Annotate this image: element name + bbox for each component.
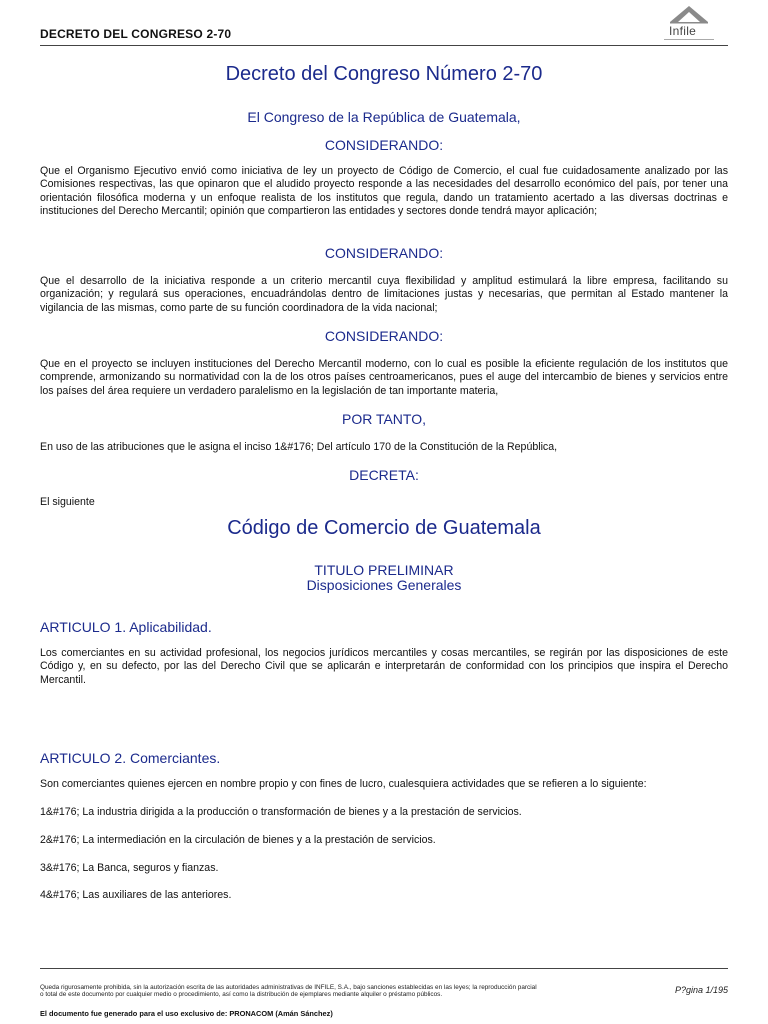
article-2-heading: ARTICULO 2. Comerciantes. [40, 750, 221, 766]
header-title: DECRETO DEL CONGRESO 2-70 [40, 27, 232, 41]
titulo-preliminar-heading: TITULO PRELIMINAR [314, 562, 454, 578]
considerando-heading-3: CONSIDERANDO: [324, 328, 444, 344]
article-1-heading: ARTICULO 1. Aplicabilidad. [40, 619, 212, 635]
page-footer [40, 968, 728, 1018]
considerando-paragraph-1: Que el Organismo Ejecutivo envió como iniciativa de ley un proyecto de Código de Comercio, el cual fue cuidadosamente analizado por las Comisiones respectivas, las que opinaron que el aludido proyecto responde a las necesidades del desarrollo económico del país, por tener una orientación filosófica moderna y un enfoque realista de los institutos que regula, dando un tratamiento acertado a las diversas doctrinas e instituciones del Derecho Mercantil; opinión que compartieron las entidades y sectores donde tendrá mayor aplicación; [40, 165, 728, 218]
decreta-heading: DECRETA: [349, 467, 419, 483]
considerando-heading-1: CONSIDERANDO: [324, 137, 444, 153]
codigo-title: Código de Comercio de Guatemala [227, 517, 541, 539]
copyright-notice: Queda rigurosamente prohibida, sin la autorización escrita de las autoridades administrativas de INFILE, S.A., bajo sanciones establecidas en las leyes; la reproducción parcial o total de este documento por cualquier medio o procedimiento, así como la distribución de ejemplares mediante alquiler o préstamo públicos. [40, 984, 537, 998]
considerando-paragraph-2: Que el desarrollo de la iniciativa responde a un criterio mercantil cuya flexibilidad y amplitud estimulará la libre empresa, facilitando su organización; y regulará sus operaciones, encuadrándolas dentro de limitaciones justas y necesarias, que permitan al Estado mantener la vigilancia de las mismas, como parte de su función coordinadora de la vida nacional; [40, 275, 728, 314]
article-2-item-3: 3&#176; La Banca, seguros y fianzas. [40, 862, 219, 874]
article-2-item-1: 1&#176; La industria dirigida a la producción o transformación de bienes y a la prestación de servicios. [40, 806, 522, 818]
page-number: P?gina 1/195 [674, 985, 728, 995]
considerando-paragraph-3: Que en el proyecto se incluyen instituciones del Derecho Mercantil moderno, con lo cual es posible la eficiente regulación de los institutos que comprende, armonizando su normatividad con la de los otros países centroamericanos, pues el auge del intercambio de bienes y servicios entre los países del área requiere un verdadero paralelismo en la legislación de tan importante materia, [40, 358, 728, 397]
logo-mountain-icon [664, 2, 714, 26]
el-siguiente-text: El siguiente [40, 496, 95, 508]
logo-underline [664, 39, 714, 40]
generated-for-notice: El documento fue generado para el uso exclusivo de: PRONACOM (Amán Sánchez) [40, 1009, 333, 1018]
page-header [40, 0, 728, 46]
document-title: Decreto del Congreso Número 2-70 [225, 63, 543, 85]
document-subtitle: El Congreso de la República de Guatemala, [247, 109, 521, 125]
logo-text: Infile [669, 24, 697, 38]
article-2-text: Son comerciantes quienes ejercen en nombre propio y con fines de lucro, cualesquiera actividades que se refieren a lo siguiente: [40, 778, 647, 790]
infile-logo [664, 2, 714, 43]
article-2-item-4: 4&#176; Las auxiliares de las anteriores. [40, 889, 232, 901]
article-2-item-2: 2&#176; La intermediación en la circulación de bienes y a la prestación de servicios. [40, 834, 436, 846]
considerando-heading-2: CONSIDERANDO: [324, 245, 444, 261]
disposiciones-heading: Disposiciones Generales [306, 577, 462, 593]
atribuciones-paragraph: En uso de las atribuciones que le asigna el inciso 1&#176; Del artículo 170 de la Constitución de la República, [40, 441, 558, 453]
por-tanto-heading: POR TANTO, [341, 411, 426, 427]
article-1-text: Los comerciantes en su actividad profesional, los negocios jurídicos mercantiles y cosas mercantiles, se regirán por las disposiciones de este Código y, en su defecto, por las del Derecho Civil que se aplicarán e interpretarán de conformidad con los principios que inspira el Derecho Mercantil. [40, 647, 728, 686]
